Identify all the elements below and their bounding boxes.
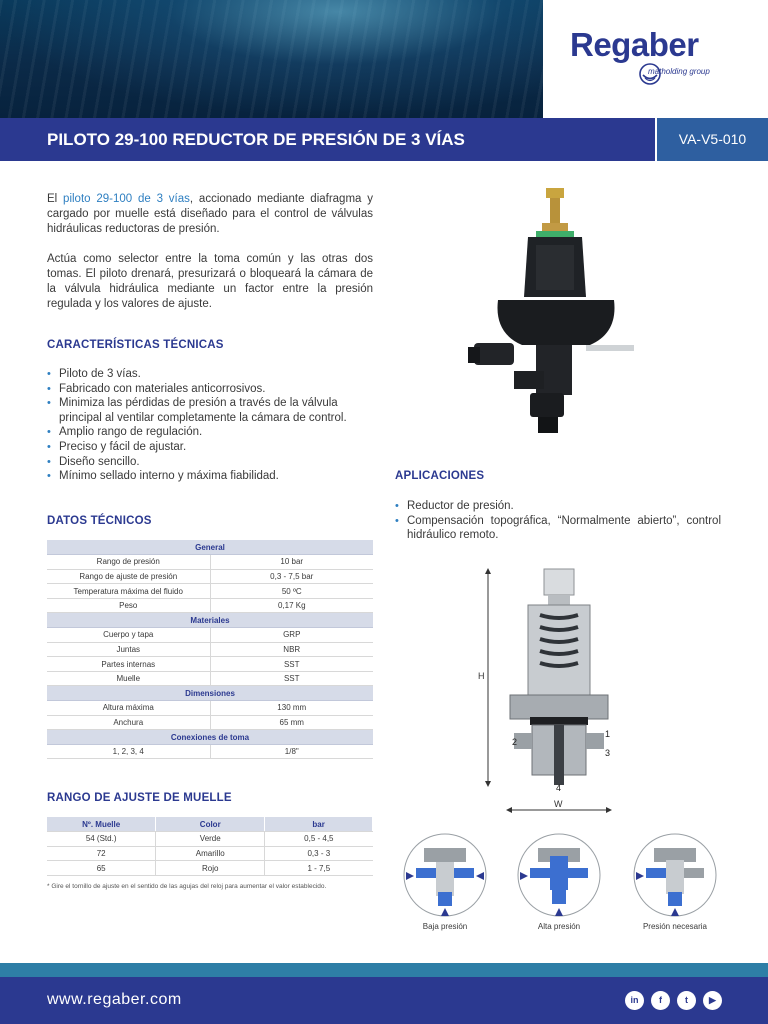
feature-item: • Mínimo sellado interno y máxima fiabilidad. xyxy=(47,469,377,484)
table-row xyxy=(47,846,373,861)
table-row xyxy=(47,555,373,570)
intro-paragraph-2: Actúa como selector entre la toma común y las otras dos tomas. El piloto drenará, presurizará o bloqueará la cámara de la válvula hidráulica mediante un factor entre la presión regulada y los valores de ajuste. xyxy=(47,253,373,310)
property-name: Juntas xyxy=(47,642,210,657)
application-item: • Compensación topográfica, “Normalmente abierto”, control hidráulico remoto. xyxy=(395,514,721,543)
applications-list xyxy=(395,499,721,543)
property-value: SST xyxy=(210,657,373,672)
property-value: 10 bar xyxy=(210,555,373,570)
required-pressure-diagram xyxy=(632,832,718,918)
page-title: PILOTO 29-100 REDUCTOR DE PRESIÓN DE 3 VÍAS xyxy=(47,130,465,149)
table-cell: Rojo xyxy=(156,861,265,876)
hero-banner xyxy=(0,0,543,118)
state-label-required: Presión necesaria xyxy=(642,922,708,931)
table-group-header xyxy=(47,730,373,745)
linkedin-icon[interactable]: in xyxy=(625,991,644,1010)
property-name: 1, 2, 3, 4 xyxy=(47,744,210,759)
table-group-header xyxy=(47,613,373,628)
table-row xyxy=(47,598,373,613)
column-header: bar xyxy=(265,817,373,832)
spring-range-table xyxy=(47,817,373,876)
table-cell: 54 (Std.) xyxy=(47,832,156,847)
property-value: SST xyxy=(210,671,373,686)
property-value: 65 mm xyxy=(210,715,373,730)
features-list xyxy=(47,367,377,484)
property-value: 0,17 Kg xyxy=(210,598,373,613)
column-header: Color xyxy=(156,817,265,832)
feature-item: • Fabricado con materiales anticorrosivos. xyxy=(47,382,377,397)
property-name: Cuerpo y tapa xyxy=(47,628,210,643)
column-header: Nº. Muelle xyxy=(47,817,156,832)
port-4-label: 4 xyxy=(556,783,562,793)
facebook-icon[interactable]: f xyxy=(651,991,670,1010)
property-value: NBR xyxy=(210,642,373,657)
width-label: W xyxy=(554,799,563,809)
port-1-label: 1 xyxy=(605,729,611,739)
features-heading: CARACTERÍSTICAS TÉCNICAS xyxy=(47,339,224,351)
table-group-header xyxy=(47,540,373,555)
property-name: Partes internas xyxy=(47,657,210,672)
property-value: 130 mm xyxy=(210,701,373,716)
intro-paragraph-1: El piloto 29-100 de 3 vías, accionado mediante diafragma y cargado por muelle está diseñado para el control de válvulas hidráulicas reductoras de presión. xyxy=(47,193,374,235)
table-row xyxy=(47,832,373,847)
state-label-high: Alta presión xyxy=(537,922,581,931)
state-label-low: Baja presión xyxy=(422,922,468,931)
table-cell: Amarillo xyxy=(156,846,265,861)
product-highlight: piloto 29-100 de 3 vías xyxy=(63,193,190,205)
table-row xyxy=(47,584,373,599)
port-2-label: 2 xyxy=(512,737,518,747)
table-row xyxy=(47,657,373,672)
low-pressure-diagram xyxy=(402,832,488,918)
feature-item: • Preciso y fácil de ajustar. xyxy=(47,440,377,455)
group-title: General xyxy=(47,540,373,555)
table-row xyxy=(47,861,373,876)
youtube-icon[interactable]: ▶ xyxy=(703,991,722,1010)
property-name: Rango de ajuste de presión xyxy=(47,569,210,584)
table-cell: 65 xyxy=(47,861,156,876)
applications-heading: APLICACIONES xyxy=(395,470,485,482)
product-code: VA-V5-010 xyxy=(678,131,747,147)
pilot-valve-photo xyxy=(466,185,646,450)
table-row xyxy=(47,744,373,759)
spring-heading: RANGO DE AJUSTE DE MUELLE xyxy=(47,792,232,804)
dimension-diagram xyxy=(470,565,630,815)
property-name: Muelle xyxy=(47,671,210,686)
brand-tagline: matholding group xyxy=(648,67,710,76)
high-pressure-diagram xyxy=(516,832,602,918)
property-value: 50 ºC xyxy=(210,584,373,599)
property-name: Rango de presión xyxy=(47,555,210,570)
table-header-row xyxy=(47,817,373,832)
feature-item: • Amplio rango de regulación. xyxy=(47,425,377,440)
group-title: Materiales xyxy=(47,613,373,628)
table-cell: 0,5 - 4,5 xyxy=(265,832,373,847)
property-name: Peso xyxy=(47,598,210,613)
table-row xyxy=(47,701,373,716)
group-title: Conexiones de toma xyxy=(47,730,373,745)
table-row xyxy=(47,671,373,686)
feature-item: • Piloto de 3 vías. xyxy=(47,367,377,382)
property-value: 0,3 - 7,5 bar xyxy=(210,569,373,584)
twitter-icon[interactable]: t xyxy=(677,991,696,1010)
property-name: Temperatura máxima del fluido xyxy=(47,584,210,599)
height-label: H xyxy=(478,671,485,681)
tech-data-table xyxy=(47,540,373,759)
tech-heading: DATOS TÉCNICOS xyxy=(47,515,152,527)
table-row xyxy=(47,715,373,730)
property-name: Altura máxima xyxy=(47,701,210,716)
feature-item: • Diseño sencillo. xyxy=(47,455,377,470)
intro-text xyxy=(47,192,373,327)
table-cell: Verde xyxy=(156,832,265,847)
website-link[interactable]: www.regaber.com xyxy=(47,991,182,1008)
table-row xyxy=(47,628,373,643)
application-item: • Reductor de presión. xyxy=(395,499,721,514)
property-value: 1/8" xyxy=(210,744,373,759)
brand-name: Regaber xyxy=(570,26,699,63)
property-value: GRP xyxy=(210,628,373,643)
table-cell: 1 - 7,5 xyxy=(265,861,373,876)
footer-band xyxy=(0,963,768,977)
property-name: Anchura xyxy=(47,715,210,730)
port-3-label: 3 xyxy=(605,748,611,758)
brand-logo xyxy=(570,26,740,86)
group-title: Dimensiones xyxy=(47,686,373,701)
product-code-box xyxy=(655,118,768,161)
table-cell: 72 xyxy=(47,846,156,861)
spring-note: * Gire el tornillo de ajuste en el sentido de las agujas del reloj para aumentar el valor establecido. xyxy=(47,883,327,890)
table-row xyxy=(47,569,373,584)
feature-item: • Minimiza las pérdidas de presión a través de la válvula principal al ventilar completamente la cámara de control. xyxy=(47,396,377,425)
table-row xyxy=(47,642,373,657)
table-group-header xyxy=(47,686,373,701)
table-cell: 0,3 - 3 xyxy=(265,846,373,861)
